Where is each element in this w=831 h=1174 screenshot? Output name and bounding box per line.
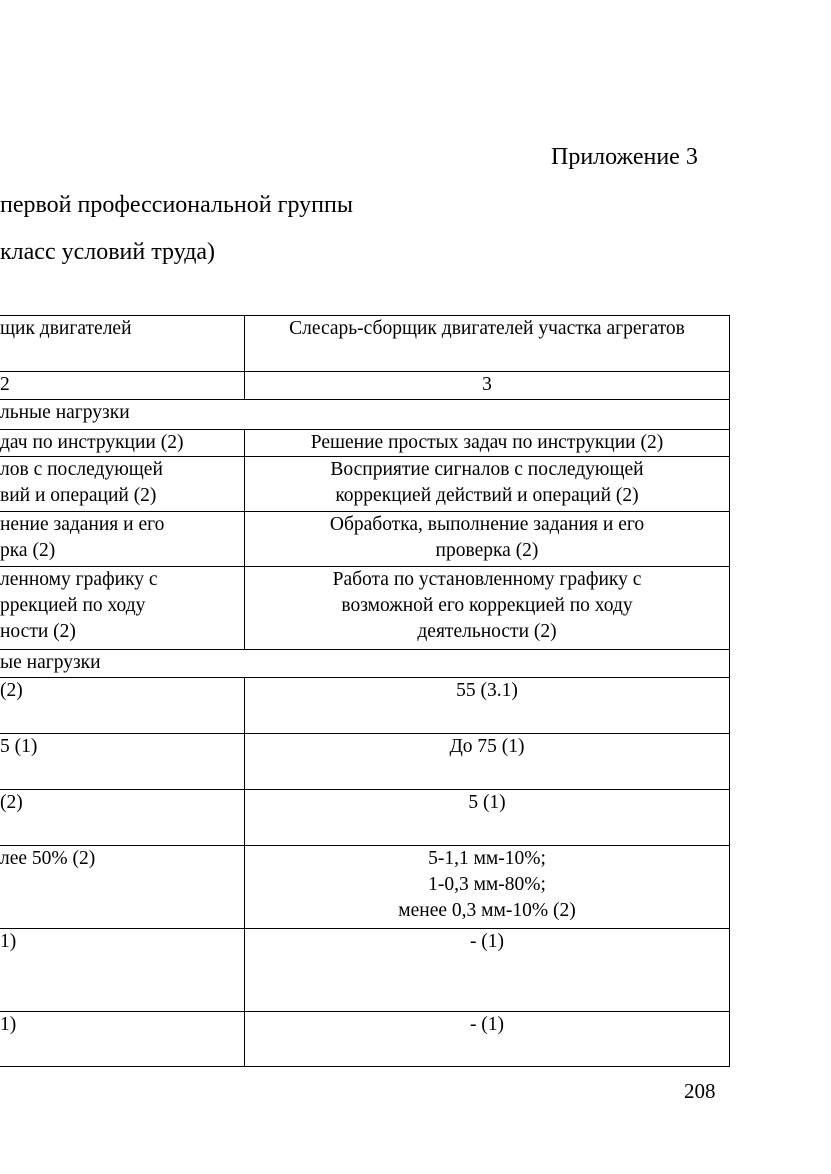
row-cell-col1: нение задания и его рка (2): [0, 512, 245, 567]
table-row: [0, 1012, 730, 1067]
section-heading: ые нагрузки: [0, 650, 730, 678]
table-row: [0, 678, 730, 734]
table-section-row: [0, 650, 730, 678]
row-cell-col2: Обработка, выполнение задания и его проверка (2): [245, 512, 730, 567]
row-cell-col2: До 75 (1): [245, 734, 730, 790]
table-header-row: [0, 316, 730, 372]
header-cell-col2: Слесарь-сборщик двигателей участка агрегатов: [245, 316, 730, 372]
table-row: [0, 734, 730, 790]
header-cell-col1: щик двигателей: [0, 316, 245, 372]
number-cell-col2: 3: [245, 372, 730, 400]
requirements-table: [0, 315, 730, 1067]
row-cell-col1: лее 50% (2): [0, 846, 245, 929]
row-cell-col2: Работа по установленному графику с возможной его коррекцией по ходу деятельности (2): [245, 567, 730, 650]
table-row: [0, 929, 730, 1012]
row-cell-col2: Решение простых задач по инструкции (2): [245, 430, 730, 457]
row-cell-col2: 55 (3.1): [245, 678, 730, 734]
table-section-row: [0, 400, 730, 430]
row-cell-col1: 1): [0, 929, 245, 1012]
title-line-2: класс условий труда): [0, 239, 216, 265]
table-row: [0, 430, 730, 457]
table-row: [0, 457, 730, 512]
row-cell-col2: 5-1,1 мм-10%; 1-0,3 мм-80%; менее 0,3 мм-10% (2): [245, 846, 730, 929]
row-cell-col1: 5 (1): [0, 734, 245, 790]
row-cell-col1: дач по инструкции (2): [0, 430, 245, 457]
number-cell-col1: 2: [0, 372, 245, 400]
page-number: 208: [684, 1079, 716, 1103]
table-row: [0, 567, 730, 650]
table-numbering-row: [0, 372, 730, 400]
row-cell-col1: (2): [0, 678, 245, 734]
table-row: [0, 790, 730, 846]
row-cell-col1: (2): [0, 790, 245, 846]
table-row: [0, 512, 730, 567]
section-heading: льные нагрузки: [0, 400, 730, 430]
row-cell-col1: 1): [0, 1012, 245, 1067]
table-row: [0, 846, 730, 929]
row-cell-col1: ленному графику с ррекцией по ходу ности (2): [0, 567, 245, 650]
appendix-label: Приложение 3: [551, 144, 698, 170]
row-cell-col2: - (1): [245, 1012, 730, 1067]
row-cell-col2: - (1): [245, 929, 730, 1012]
title-line-1: первой профессиональной группы: [0, 192, 353, 218]
row-cell-col1: лов с последующей вий и операций (2): [0, 457, 245, 512]
row-cell-col2: Восприятие сигналов с последующей коррекцией действий и операций (2): [245, 457, 730, 512]
row-cell-col2: 5 (1): [245, 790, 730, 846]
